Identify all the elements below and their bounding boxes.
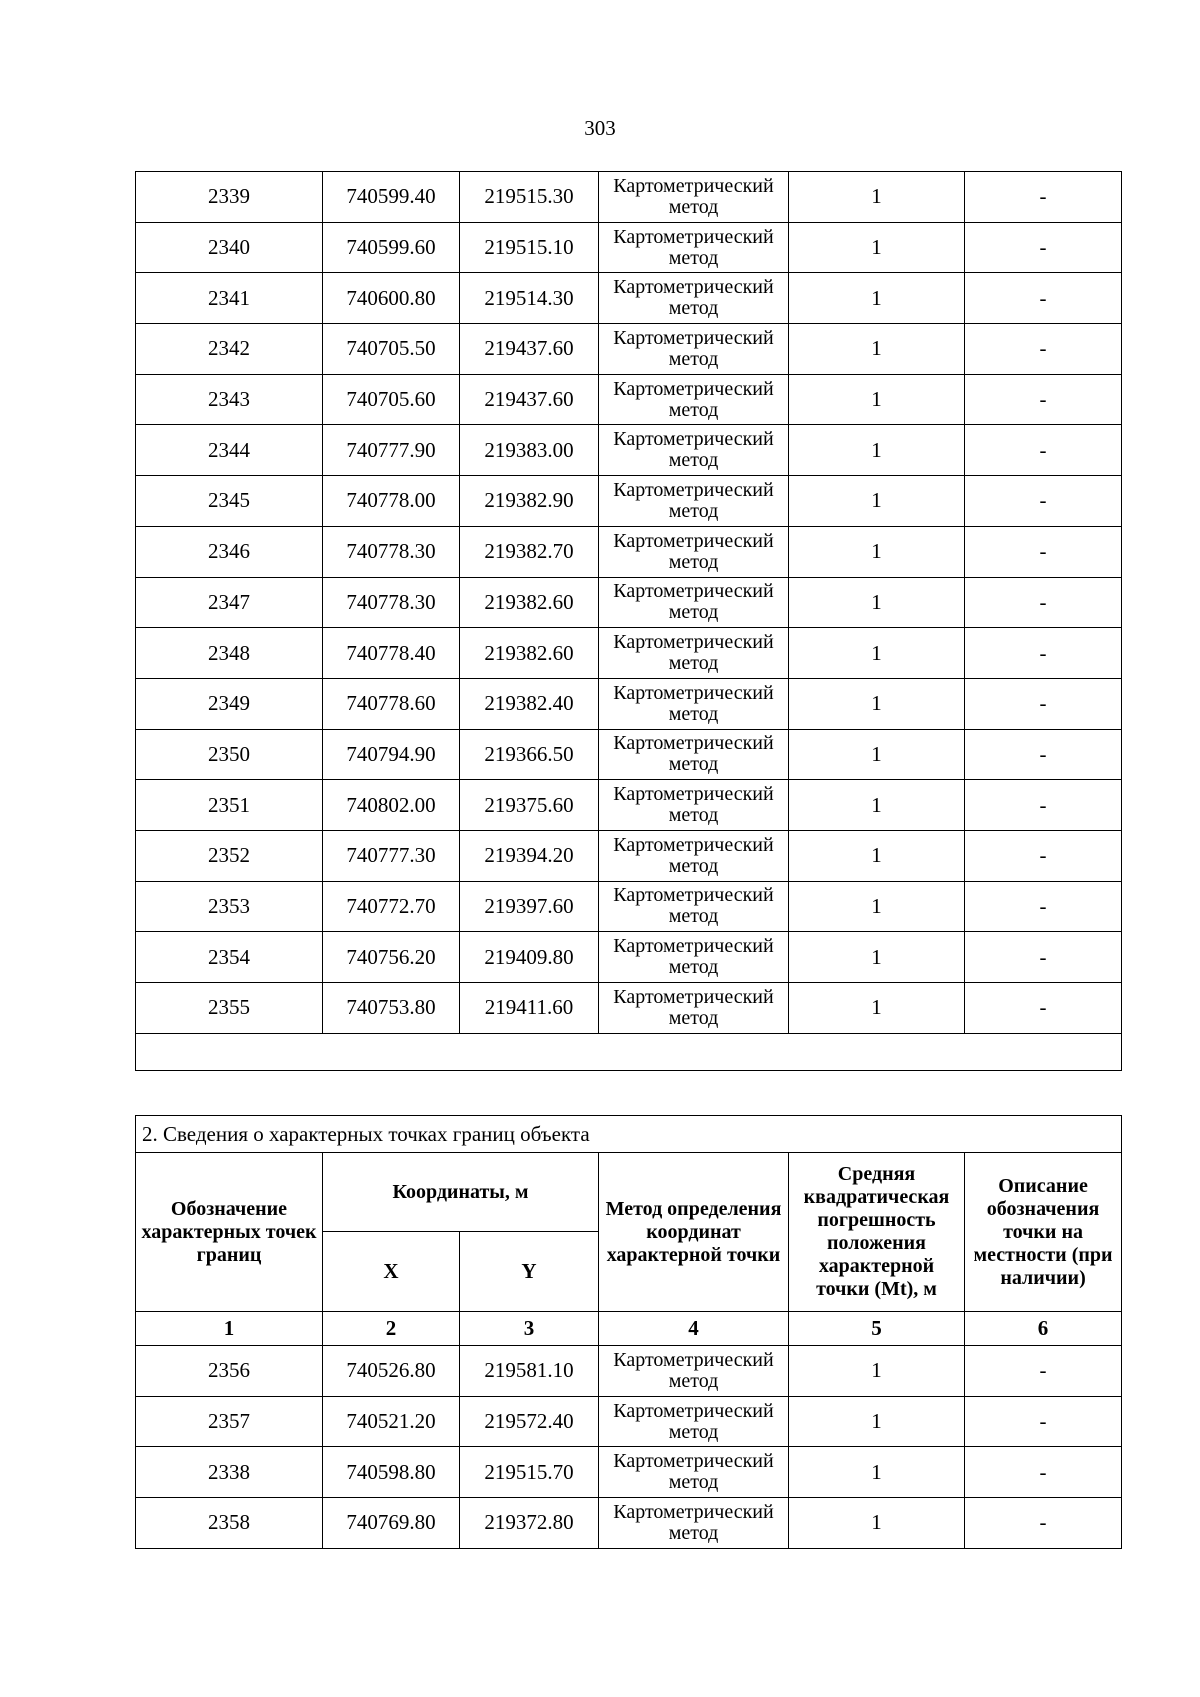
description-cell: - (965, 425, 1122, 476)
method-cell: Картометрический метод (599, 374, 789, 425)
column-number: 6 (965, 1312, 1122, 1346)
point-cell: 2348 (136, 628, 323, 679)
point-cell: 2353 (136, 881, 323, 932)
y-coordinate-cell: 219394.20 (460, 830, 599, 881)
error-cell: 1 (789, 324, 965, 375)
empty-row (136, 1033, 1122, 1070)
y-coordinate-cell: 219581.10 (460, 1346, 599, 1397)
column-number: 3 (460, 1312, 599, 1346)
y-coordinate-cell: 219382.40 (460, 678, 599, 729)
point-cell: 2349 (136, 678, 323, 729)
error-cell: 1 (789, 1447, 965, 1498)
description-cell: - (965, 678, 1122, 729)
method-cell: Картометрический метод (599, 983, 789, 1034)
x-coordinate-cell: 740598.80 (323, 1447, 460, 1498)
description-cell: - (965, 476, 1122, 527)
point-cell: 2341 (136, 273, 323, 324)
empty-cell (136, 1033, 1122, 1070)
table-row (136, 577, 1122, 628)
x-coordinate-cell: 740777.90 (323, 425, 460, 476)
error-cell: 1 (789, 983, 965, 1034)
method-cell: Картометрический метод (599, 577, 789, 628)
y-coordinate-cell: 219375.60 (460, 780, 599, 831)
error-cell: 1 (789, 425, 965, 476)
point-cell: 2354 (136, 932, 323, 983)
description-cell: - (965, 526, 1122, 577)
y-coordinate-cell: 219514.30 (460, 273, 599, 324)
method-cell: Картометрический метод (599, 780, 789, 831)
table-row (136, 425, 1122, 476)
table-row (136, 1396, 1122, 1447)
error-cell: 1 (789, 1396, 965, 1447)
point-cell: 2355 (136, 983, 323, 1034)
description-cell: - (965, 1346, 1122, 1397)
y-coordinate-cell: 219515.70 (460, 1447, 599, 1498)
x-coordinate-cell: 740778.30 (323, 526, 460, 577)
error-cell: 1 (789, 526, 965, 577)
point-cell: 2350 (136, 729, 323, 780)
x-coordinate-cell: 740599.40 (323, 172, 460, 223)
method-cell: Картометрический метод (599, 222, 789, 273)
x-coordinate-cell: 740753.80 (323, 983, 460, 1034)
x-coordinate-cell: 740526.80 (323, 1346, 460, 1397)
error-cell: 1 (789, 172, 965, 223)
point-cell: 2342 (136, 324, 323, 375)
description-cell: - (965, 780, 1122, 831)
description-cell: - (965, 729, 1122, 780)
method-cell: Картометрический метод (599, 1346, 789, 1397)
method-cell: Картометрический метод (599, 881, 789, 932)
boundary-points-table (135, 1115, 1122, 1549)
point-cell: 2343 (136, 374, 323, 425)
table-2-body (136, 1346, 1122, 1549)
x-coordinate-cell: 740794.90 (323, 729, 460, 780)
header-point-designation: Обозначение характерных точек границ (136, 1153, 323, 1312)
table-row (136, 374, 1122, 425)
y-coordinate-cell: 219437.60 (460, 324, 599, 375)
table-row (136, 780, 1122, 831)
point-cell: 2347 (136, 577, 323, 628)
table-row (136, 526, 1122, 577)
y-coordinate-cell: 219515.10 (460, 222, 599, 273)
column-number: 1 (136, 1312, 323, 1346)
x-coordinate-cell: 740778.60 (323, 678, 460, 729)
table-row (136, 830, 1122, 881)
x-coordinate-cell: 740756.20 (323, 932, 460, 983)
point-cell: 2345 (136, 476, 323, 527)
header-error: Средняя квадратическая погрешность положения характерной точки (Mt), м (789, 1153, 965, 1312)
table-row (136, 273, 1122, 324)
error-cell: 1 (789, 780, 965, 831)
point-cell: 2356 (136, 1346, 323, 1397)
table-caption: 2. Сведения о характерных точках границ объекта (136, 1116, 1122, 1153)
error-cell: 1 (789, 273, 965, 324)
table-row (136, 729, 1122, 780)
header-description: Описание обозначения точки на местности (при наличии) (965, 1153, 1122, 1312)
y-coordinate-cell: 219382.60 (460, 628, 599, 679)
y-coordinate-cell: 219382.60 (460, 577, 599, 628)
table-row (136, 172, 1122, 223)
error-cell: 1 (789, 830, 965, 881)
method-cell: Картометрический метод (599, 273, 789, 324)
point-cell: 2358 (136, 1498, 323, 1549)
x-coordinate-cell: 740599.60 (323, 222, 460, 273)
table-row (136, 476, 1122, 527)
table-1-body (136, 172, 1122, 1034)
table-row (136, 1447, 1122, 1498)
page-number: 303 (584, 116, 616, 140)
column-number: 2 (323, 1312, 460, 1346)
header-y: Y (460, 1232, 599, 1312)
description-cell: - (965, 577, 1122, 628)
method-cell: Картометрический метод (599, 1498, 789, 1549)
error-cell: 1 (789, 628, 965, 679)
error-cell: 1 (789, 374, 965, 425)
x-coordinate-cell: 740705.50 (323, 324, 460, 375)
description-cell: - (965, 172, 1122, 223)
header-coordinates: Координаты, м (323, 1153, 599, 1232)
error-cell: 1 (789, 932, 965, 983)
point-cell: 2340 (136, 222, 323, 273)
error-cell: 1 (789, 881, 965, 932)
error-cell: 1 (789, 729, 965, 780)
y-coordinate-cell: 219572.40 (460, 1396, 599, 1447)
description-cell: - (965, 273, 1122, 324)
table-row (136, 678, 1122, 729)
description-cell: - (965, 983, 1122, 1034)
y-coordinate-cell: 219411.60 (460, 983, 599, 1034)
method-cell: Картометрический метод (599, 324, 789, 375)
method-cell: Картометрический метод (599, 526, 789, 577)
description-cell: - (965, 830, 1122, 881)
table-row (136, 1498, 1122, 1549)
error-cell: 1 (789, 577, 965, 628)
description-cell: - (965, 1396, 1122, 1447)
point-cell: 2352 (136, 830, 323, 881)
x-coordinate-cell: 740778.40 (323, 628, 460, 679)
point-cell: 2344 (136, 425, 323, 476)
column-number: 4 (599, 1312, 789, 1346)
method-cell: Картометрический метод (599, 425, 789, 476)
method-cell: Картометрический метод (599, 628, 789, 679)
x-coordinate-cell: 740521.20 (323, 1396, 460, 1447)
table-row (136, 881, 1122, 932)
y-coordinate-cell: 219397.60 (460, 881, 599, 932)
x-coordinate-cell: 740772.70 (323, 881, 460, 932)
x-coordinate-cell: 740802.00 (323, 780, 460, 831)
description-cell: - (965, 932, 1122, 983)
point-cell: 2346 (136, 526, 323, 577)
table-row (136, 324, 1122, 375)
table-row (136, 1346, 1122, 1397)
table-row (136, 628, 1122, 679)
description-cell: - (965, 222, 1122, 273)
x-coordinate-cell: 740600.80 (323, 273, 460, 324)
description-cell: - (965, 1498, 1122, 1549)
point-cell: 2339 (136, 172, 323, 223)
method-cell: Картометрический метод (599, 678, 789, 729)
table-row (136, 932, 1122, 983)
table-row (136, 983, 1122, 1034)
x-coordinate-cell: 740769.80 (323, 1498, 460, 1549)
description-cell: - (965, 628, 1122, 679)
method-cell: Картометрический метод (599, 1396, 789, 1447)
header-x: X (323, 1232, 460, 1312)
x-coordinate-cell: 740777.30 (323, 830, 460, 881)
y-coordinate-cell: 219437.60 (460, 374, 599, 425)
error-cell: 1 (789, 1346, 965, 1397)
header-method: Метод определения координат характерной точки (599, 1153, 789, 1312)
y-coordinate-cell: 219372.80 (460, 1498, 599, 1549)
table-row (136, 222, 1122, 273)
method-cell: Картометрический метод (599, 172, 789, 223)
y-coordinate-cell: 219409.80 (460, 932, 599, 983)
error-cell: 1 (789, 678, 965, 729)
method-cell: Картометрический метод (599, 1447, 789, 1498)
x-coordinate-cell: 740778.00 (323, 476, 460, 527)
y-coordinate-cell: 219383.00 (460, 425, 599, 476)
method-cell: Картометрический метод (599, 932, 789, 983)
description-cell: - (965, 881, 1122, 932)
error-cell: 1 (789, 1498, 965, 1549)
description-cell: - (965, 374, 1122, 425)
y-coordinate-cell: 219382.70 (460, 526, 599, 577)
method-cell: Картометрический метод (599, 729, 789, 780)
x-coordinate-cell: 740705.60 (323, 374, 460, 425)
point-cell: 2351 (136, 780, 323, 831)
description-cell: - (965, 324, 1122, 375)
boundary-points-table-continued (135, 171, 1122, 1071)
y-coordinate-cell: 219366.50 (460, 729, 599, 780)
method-cell: Картометрический метод (599, 830, 789, 881)
y-coordinate-cell: 219515.30 (460, 172, 599, 223)
y-coordinate-cell: 219382.90 (460, 476, 599, 527)
description-cell: - (965, 1447, 1122, 1498)
point-cell: 2338 (136, 1447, 323, 1498)
column-number: 5 (789, 1312, 965, 1346)
point-cell: 2357 (136, 1396, 323, 1447)
method-cell: Картометрический метод (599, 476, 789, 527)
error-cell: 1 (789, 476, 965, 527)
x-coordinate-cell: 740778.30 (323, 577, 460, 628)
error-cell: 1 (789, 222, 965, 273)
